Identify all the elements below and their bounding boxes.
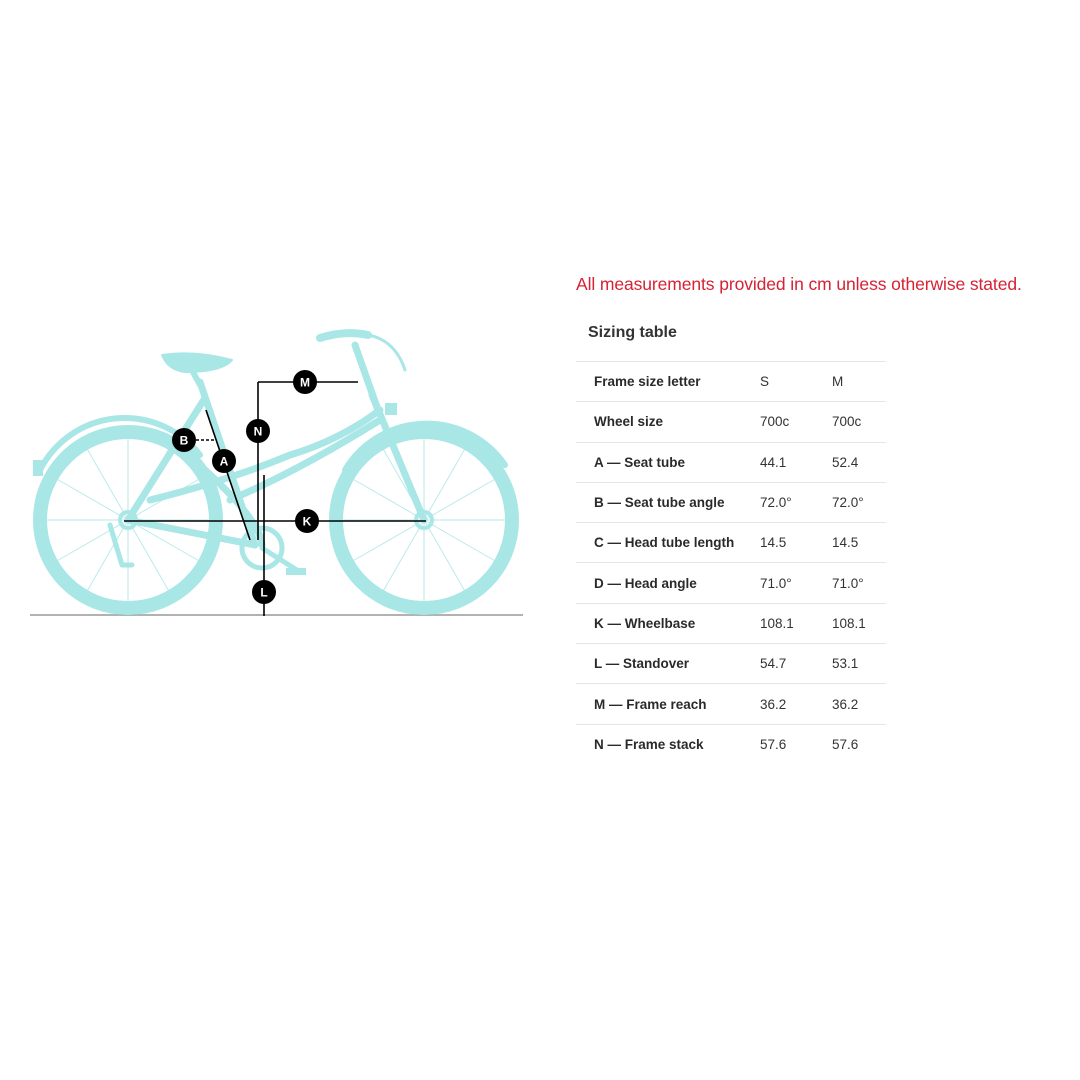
svg-text:L: L xyxy=(260,585,268,600)
svg-text:K: K xyxy=(302,514,312,529)
sizing-table-title: Sizing table xyxy=(588,324,677,341)
row-label: B — Seat tube angle xyxy=(594,495,725,511)
value-size-m: 72.0° xyxy=(832,495,864,511)
value-size-s: 71.0° xyxy=(760,575,792,591)
table-row xyxy=(576,644,886,684)
table-row xyxy=(576,724,886,764)
row-label: Frame size letter xyxy=(594,374,701,390)
value-size-m: M xyxy=(832,374,844,390)
table-row xyxy=(576,442,886,482)
row-label: N — Frame stack xyxy=(594,737,704,753)
value-size-m: 36.2 xyxy=(832,696,859,712)
marker-B xyxy=(172,428,196,452)
marker-A xyxy=(212,449,236,473)
row-label: D — Head angle xyxy=(594,575,697,591)
value-size-s: S xyxy=(760,374,770,390)
value-size-s: 44.1 xyxy=(760,454,787,470)
table-row xyxy=(576,603,886,643)
row-label: M — Frame reach xyxy=(594,696,707,712)
table-row xyxy=(576,482,886,522)
value-size-m: 14.5 xyxy=(832,535,859,551)
row-label: Wheel size xyxy=(594,414,664,430)
value-size-m: 700c xyxy=(832,414,862,430)
value-size-s: 72.0° xyxy=(760,495,792,511)
value-size-s: 700c xyxy=(760,414,790,430)
svg-text:A: A xyxy=(219,454,229,469)
table-row xyxy=(576,402,886,442)
value-size-m: 108.1 xyxy=(832,615,866,631)
table-row xyxy=(576,684,886,724)
row-label: A — Seat tube xyxy=(594,454,686,470)
svg-text:M: M xyxy=(300,375,310,390)
table-row xyxy=(576,523,886,563)
svg-text:B: B xyxy=(179,433,189,448)
row-label: K — Wheelbase xyxy=(594,615,696,631)
value-size-s: 36.2 xyxy=(760,696,787,712)
marker-K xyxy=(295,509,319,533)
row-label: C — Head tube length xyxy=(594,535,735,551)
value-size-m: 53.1 xyxy=(832,656,859,672)
value-size-s: 108.1 xyxy=(760,615,794,631)
svg-text:N: N xyxy=(253,424,263,439)
bike-illustration xyxy=(33,333,512,608)
value-size-s: 57.6 xyxy=(760,737,787,753)
value-size-m: 52.4 xyxy=(832,454,859,470)
row-label: L — Standover xyxy=(594,656,690,672)
marker-M xyxy=(293,370,317,394)
bike-geometry-diagram xyxy=(0,300,560,640)
marker-L xyxy=(252,580,276,604)
table-row xyxy=(576,563,886,603)
sizing-table xyxy=(576,361,886,764)
marker-N xyxy=(246,419,270,443)
table-row xyxy=(576,362,886,402)
value-size-m: 57.6 xyxy=(832,737,859,753)
value-size-s: 14.5 xyxy=(760,535,787,551)
value-size-m: 71.0° xyxy=(832,575,864,591)
measurement-notice: All measurements provided in cm unless otherwise stated. xyxy=(576,274,1022,294)
value-size-s: 54.7 xyxy=(760,656,787,672)
